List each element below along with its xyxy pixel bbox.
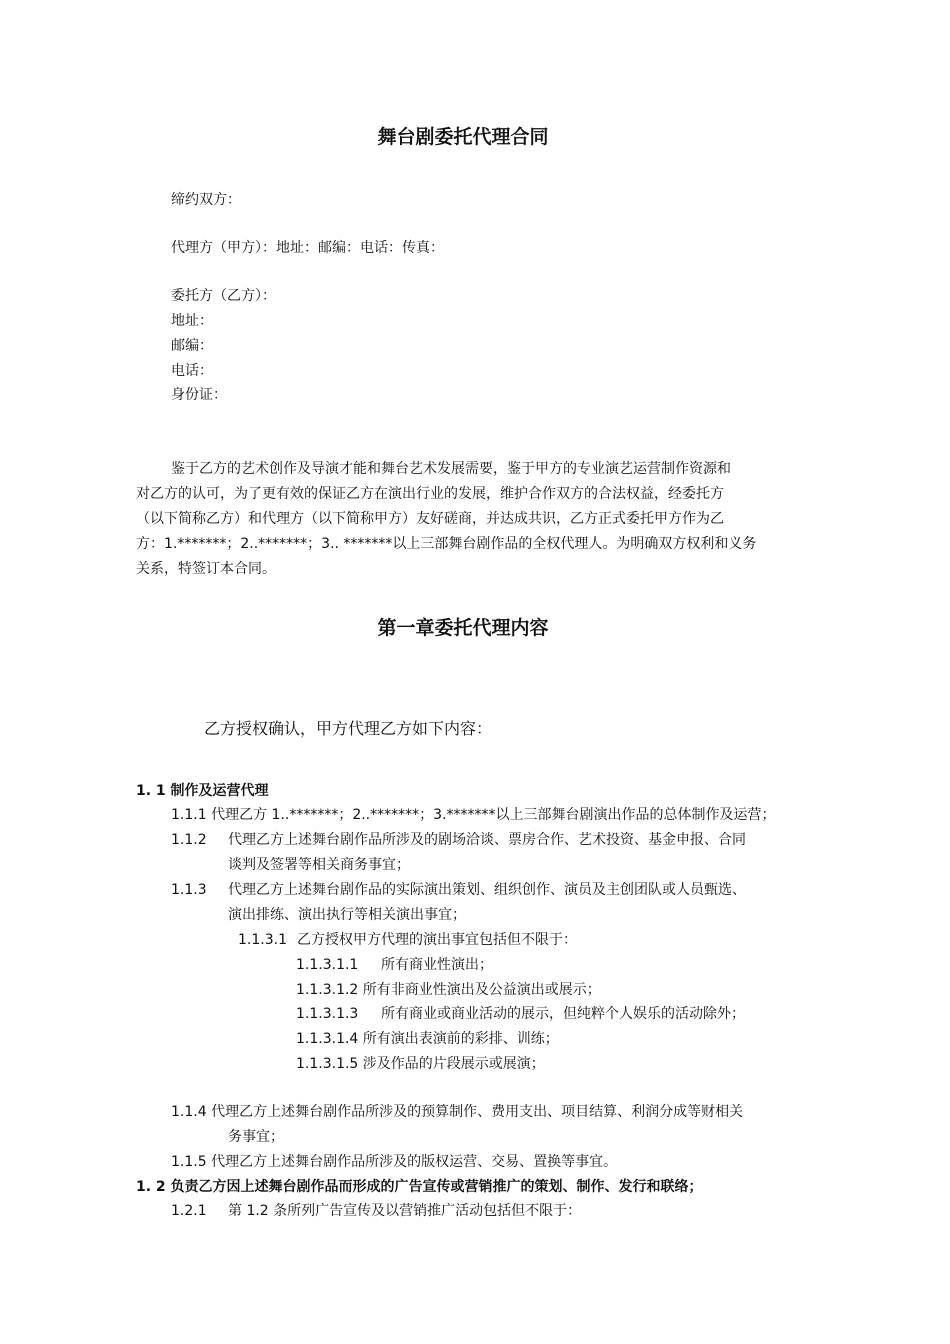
client-address: 地址： bbox=[171, 313, 213, 329]
preamble-line: 对乙方的认可，为了更有效的保证乙方在演出行业的发展，维护合作双方的合法权益，经委托方 bbox=[136, 486, 724, 502]
preamble-line: 鉴于乙方的艺术创作及导演才能和舞台艺术发展需要，鉴于甲方的专业演艺运营制作资源和 bbox=[171, 461, 731, 477]
clause-1-1-3-1-4: 1.1.3.1.4 所有演出表演前的彩排、训练； bbox=[296, 1031, 559, 1047]
clause-1-2-1: 第 1.2 条所列广告宣传及以营销推广活动包括但不限于： bbox=[228, 1203, 582, 1219]
clause-1-1-5: 1.1.5 代理乙方上述舞台剧作品所涉及的版权运营、交易、置换等事宜。 bbox=[171, 1154, 618, 1170]
clause-1-1-3-1-2: 1.1.3.1.2 所有非商业性演出及公益演出或展示； bbox=[296, 982, 601, 998]
agent-party-line: 代理方（甲方）：地址：邮编：电话：传真： bbox=[171, 240, 444, 256]
clause-1-1-3-1-1: 所有商业性演出； bbox=[381, 957, 493, 973]
client-phone: 电话： bbox=[171, 363, 213, 379]
section-heading-1-1: 1. 1 制作及运营代理 bbox=[136, 783, 269, 799]
client-id-card: 身份证： bbox=[171, 387, 227, 403]
clause-1-1-2: 代理乙方上述舞台剧作品所涉及的剧场洽谈、票房合作、艺术投资、基金申报、合同 bbox=[228, 832, 746, 848]
chapter-title: 第一章委托代理内容 bbox=[377, 617, 549, 639]
clause-1-1-3-cont: 演出排练、演出执行等相关演出事宜； bbox=[228, 907, 466, 923]
preamble-line: （以下简称乙方）和代理方（以下简称甲方）友好磋商，并达成共识，乙方正式委托甲方作为乙 bbox=[136, 511, 724, 527]
chapter-lead: 乙方授权确认，甲方代理乙方如下内容： bbox=[204, 719, 493, 738]
clause-1-1-3: 代理乙方上述舞台剧作品的实际演出策划、组织创作、演员及主创团队或人员甄选、 bbox=[228, 882, 746, 898]
clause-1-1-3-1: 乙方授权甲方代理的演出事宜包括但不限于： bbox=[297, 932, 577, 948]
clause-1-1-4: 1.1.4 代理乙方上述舞台剧作品所涉及的预算制作、费用支出、项目结算、利润分成等财相关 bbox=[171, 1104, 744, 1120]
clause-1-1-3-1-3-number: 1.1.3.1.3 bbox=[296, 1006, 359, 1022]
parties-heading: 缔约双方： bbox=[171, 192, 241, 208]
client-party-heading: 委托方（乙方）： bbox=[171, 288, 276, 304]
clause-1-1-3-1-number: 1.1.3.1 bbox=[238, 932, 287, 948]
preamble-line: 方：1.*******；2..*******；3.. *******以上三部舞台剧作品的全权代理人。为明确双方权利和义务 bbox=[136, 536, 757, 552]
clause-1-1-4-cont: 务事宜； bbox=[228, 1129, 284, 1145]
page-title: 舞台剧委托代理合同 bbox=[377, 126, 549, 148]
section-heading-1-2: 1. 2 负责乙方因上述舞台剧作品而形成的广告宣传或营销推广的策划、制作、发行和联络； bbox=[136, 1179, 703, 1195]
client-postcode: 邮编： bbox=[171, 338, 213, 354]
clause-1-1-1: 1.1.1 代理乙方 1..*******；2..*******；3.*******以上三部舞台剧演出作品的总体制作及运营； bbox=[171, 807, 776, 823]
clause-1-1-3-1-1-number: 1.1.3.1.1 bbox=[296, 957, 359, 973]
clause-1-1-2-number: 1.1.2 bbox=[171, 832, 207, 848]
clause-1-1-3-1-3: 所有商业或商业活动的展示，但纯粹个人娱乐的活动除外； bbox=[381, 1006, 745, 1022]
clause-1-2-1-number: 1.2.1 bbox=[171, 1203, 207, 1219]
clause-1-1-3-number: 1.1.3 bbox=[171, 882, 207, 898]
clause-1-1-2-cont: 谈判及签署等相关商务事宜； bbox=[228, 857, 410, 873]
clause-1-1-3-1-5: 1.1.3.1.5 涉及作品的片段展示或展演； bbox=[296, 1056, 545, 1072]
preamble-line: 关系，特签订本合同。 bbox=[136, 561, 276, 577]
